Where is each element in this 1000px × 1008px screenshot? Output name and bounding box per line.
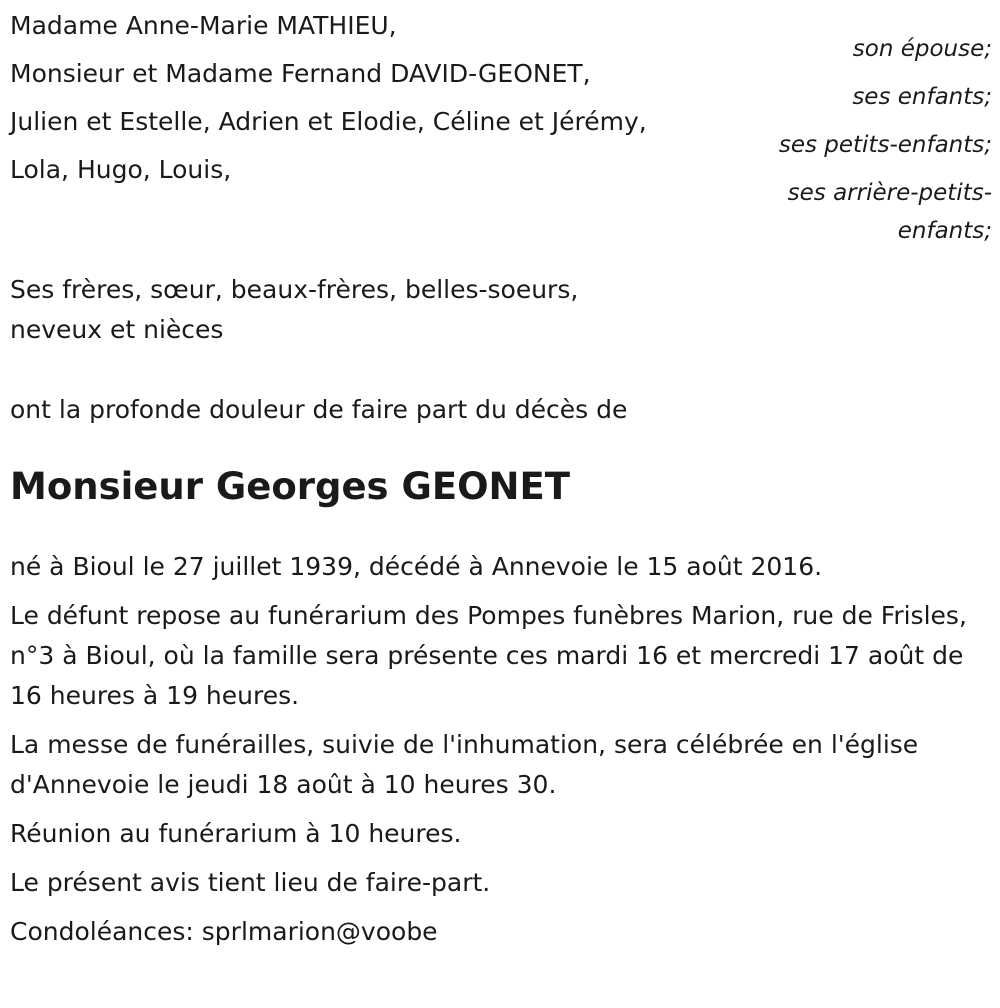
notice-text: Le présent avis tient lieu de faire-part. xyxy=(10,868,491,897)
announcement-intro: ont la profonde douleur de faire part du décès de xyxy=(10,395,628,424)
family-name: Julien et Estelle, Adrien et Elodie, Céline et Jérémy, xyxy=(10,107,647,136)
family-entry-great-grandchildren xyxy=(10,150,992,250)
obituary-notice xyxy=(10,0,992,952)
deceased-name: Monsieur Georges GEONET xyxy=(10,465,571,508)
family-relation: ses enfants; xyxy=(852,84,992,110)
siblings-line: Ses frères, sœur, beaux-frères, belles-soeurs, xyxy=(10,275,579,304)
funeral-mass-info: La messe de funérailles, suivie de l'inhumation, sera célébrée en l'église d'Annevoie le jeudi 18 août à 10 heures 30. xyxy=(10,730,919,799)
meeting-info: Réunion au funérarium à 10 heures. xyxy=(10,819,462,848)
family-relation: ses arrière-petits-enfants; xyxy=(787,180,992,244)
birth-death-dates: né à Bioul le 27 juillet 1939, décédé à Annevoie le 15 août 2016. xyxy=(10,552,823,581)
family-relation: ses petits-enfants; xyxy=(778,132,992,158)
family-name: Madame Anne-Marie MATHIEU, xyxy=(10,11,397,40)
condolences-line: Condoléances: sprlmarion@voobe xyxy=(10,917,438,946)
family-relation: son épouse; xyxy=(852,36,992,62)
viewing-info: Le défunt repose au funérarium des Pompes funèbres Marion, rue de Frisles, n°3 à Bioul, où la famille sera présente ces mardi 16 et mercredi 17 août de 16 heures à 19 heures. xyxy=(10,601,967,710)
family-name: Monsieur et Madame Fernand DAVID-GEONET, xyxy=(10,59,591,88)
siblings-line: neveux et nièces xyxy=(10,315,224,344)
siblings-block xyxy=(10,270,992,350)
family-name: Lola, Hugo, Louis, xyxy=(10,155,232,184)
